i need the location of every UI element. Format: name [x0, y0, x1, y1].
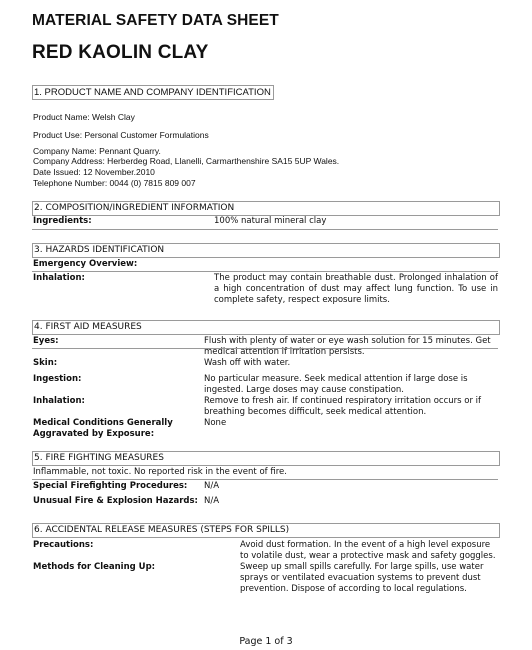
skin-label: Skin: — [33, 358, 58, 368]
section-5-rule — [32, 479, 498, 480]
date-issued: Date Issued: 12 November.2010 — [33, 167, 155, 177]
medical-conditions-label-line2: Aggravated by Exposure: — [33, 429, 155, 439]
section-1-heading: 1. PRODUCT NAME AND COMPANY IDENTIFICATION — [34, 87, 271, 98]
section-6-heading: 6. ACCIDENTAL RELEASE MEASURES (STEPS FOR SPILLS) — [34, 525, 290, 535]
section-5-header — [32, 451, 500, 466]
firefighting-procedures-label: Special Firefighting Procedures: — [33, 481, 188, 491]
section-4-header — [32, 320, 500, 335]
emergency-overview-label: Emergency Overview: — [33, 259, 138, 269]
section-1-header — [32, 85, 274, 100]
hazard-inhalation-value: The product may contain breathable dust. Prolonged inhalation of a high concentration of dust may affect lung function. To use in complete safety, respect exposure limits. — [214, 273, 498, 305]
precautions-value: Avoid dust formation. In the event of a high level exposure to volatile dust, wear a protective mask and safety goggles. — [240, 540, 496, 561]
medical-conditions-value: None — [204, 418, 227, 428]
skin-value: Wash off with water. — [204, 358, 291, 368]
section-2-header — [32, 201, 500, 216]
medical-conditions-label-line1: Medical Conditions Generally — [33, 418, 173, 428]
eyes-value: Flush with plenty of water or eye wash solution for 15 minutes. Get medical attention if irritation persists. — [204, 336, 491, 357]
first-aid-inhalation-label: Inhalation: — [33, 396, 85, 406]
product-use: Product Use: Personal Customer Formulations — [33, 130, 209, 140]
section-4-heading: 4. FIRST AID MEASURES — [34, 322, 142, 332]
section-4-rule — [32, 348, 498, 349]
section-2-rule — [32, 229, 498, 230]
section-6-header — [32, 523, 500, 538]
section-3-rule — [32, 271, 498, 272]
ingestion-label: Ingestion: — [33, 374, 82, 384]
cleanup-value: Sweep up small spills carefully. For large spills, use water sprays or ventilated evacuation systems to prevent dust prevention. Dispose of according to local regulations. — [240, 562, 484, 594]
product-title: RED KAOLIN CLAY — [32, 42, 209, 63]
section-3-heading: 3. HAZARDS IDENTIFICATION — [34, 245, 165, 255]
company-address: Company Address: Herberdeg Road, Llanelli, Carmarthenshire SA15 5UP Wales. — [33, 156, 340, 166]
eyes-label: Eyes: — [33, 336, 59, 346]
document-title: MATERIAL SAFETY DATA SHEET — [32, 12, 279, 29]
first-aid-inhalation-value: Remove to fresh air. If continued respiratory irritation occurs or if breathing becomes difficult, seek medical attention. — [204, 396, 482, 417]
fire-summary: Inflammable, not toxic. No reported risk in the event of fire. — [33, 467, 287, 477]
firefighting-procedures-value: N/A — [204, 481, 220, 491]
ingestion-value: No particular measure. Seek medical attention if large dose is ingested. Large doses may cause constipation. — [204, 374, 468, 395]
company-name: Company Name: Pennant Quarry. — [33, 146, 161, 156]
section-3-header — [32, 243, 500, 258]
ingredients-label: Ingredients: — [33, 216, 92, 226]
cleanup-label: Methods for Cleaning Up: — [33, 562, 156, 572]
product-name: Product Name: Welsh Clay — [33, 112, 135, 122]
page-number: Page 1 of 3 — [239, 636, 293, 647]
section-5-heading: 5. FIRE FIGHTING MEASURES — [34, 453, 164, 463]
fire-hazards-label: Unusual Fire & Explosion Hazards: — [33, 496, 198, 506]
section-2-heading: 2. COMPOSITION/INGREDIENT INFORMATION — [34, 203, 235, 213]
ingredients-value: 100% natural mineral clay — [214, 216, 327, 226]
telephone-number: Telephone Number: 0044 (0) 7815 809 007 — [33, 178, 196, 188]
hazard-inhalation-label: Inhalation: — [33, 273, 85, 283]
fire-hazards-value: N/A — [204, 496, 220, 506]
precautions-label: Precautions: — [33, 540, 94, 550]
